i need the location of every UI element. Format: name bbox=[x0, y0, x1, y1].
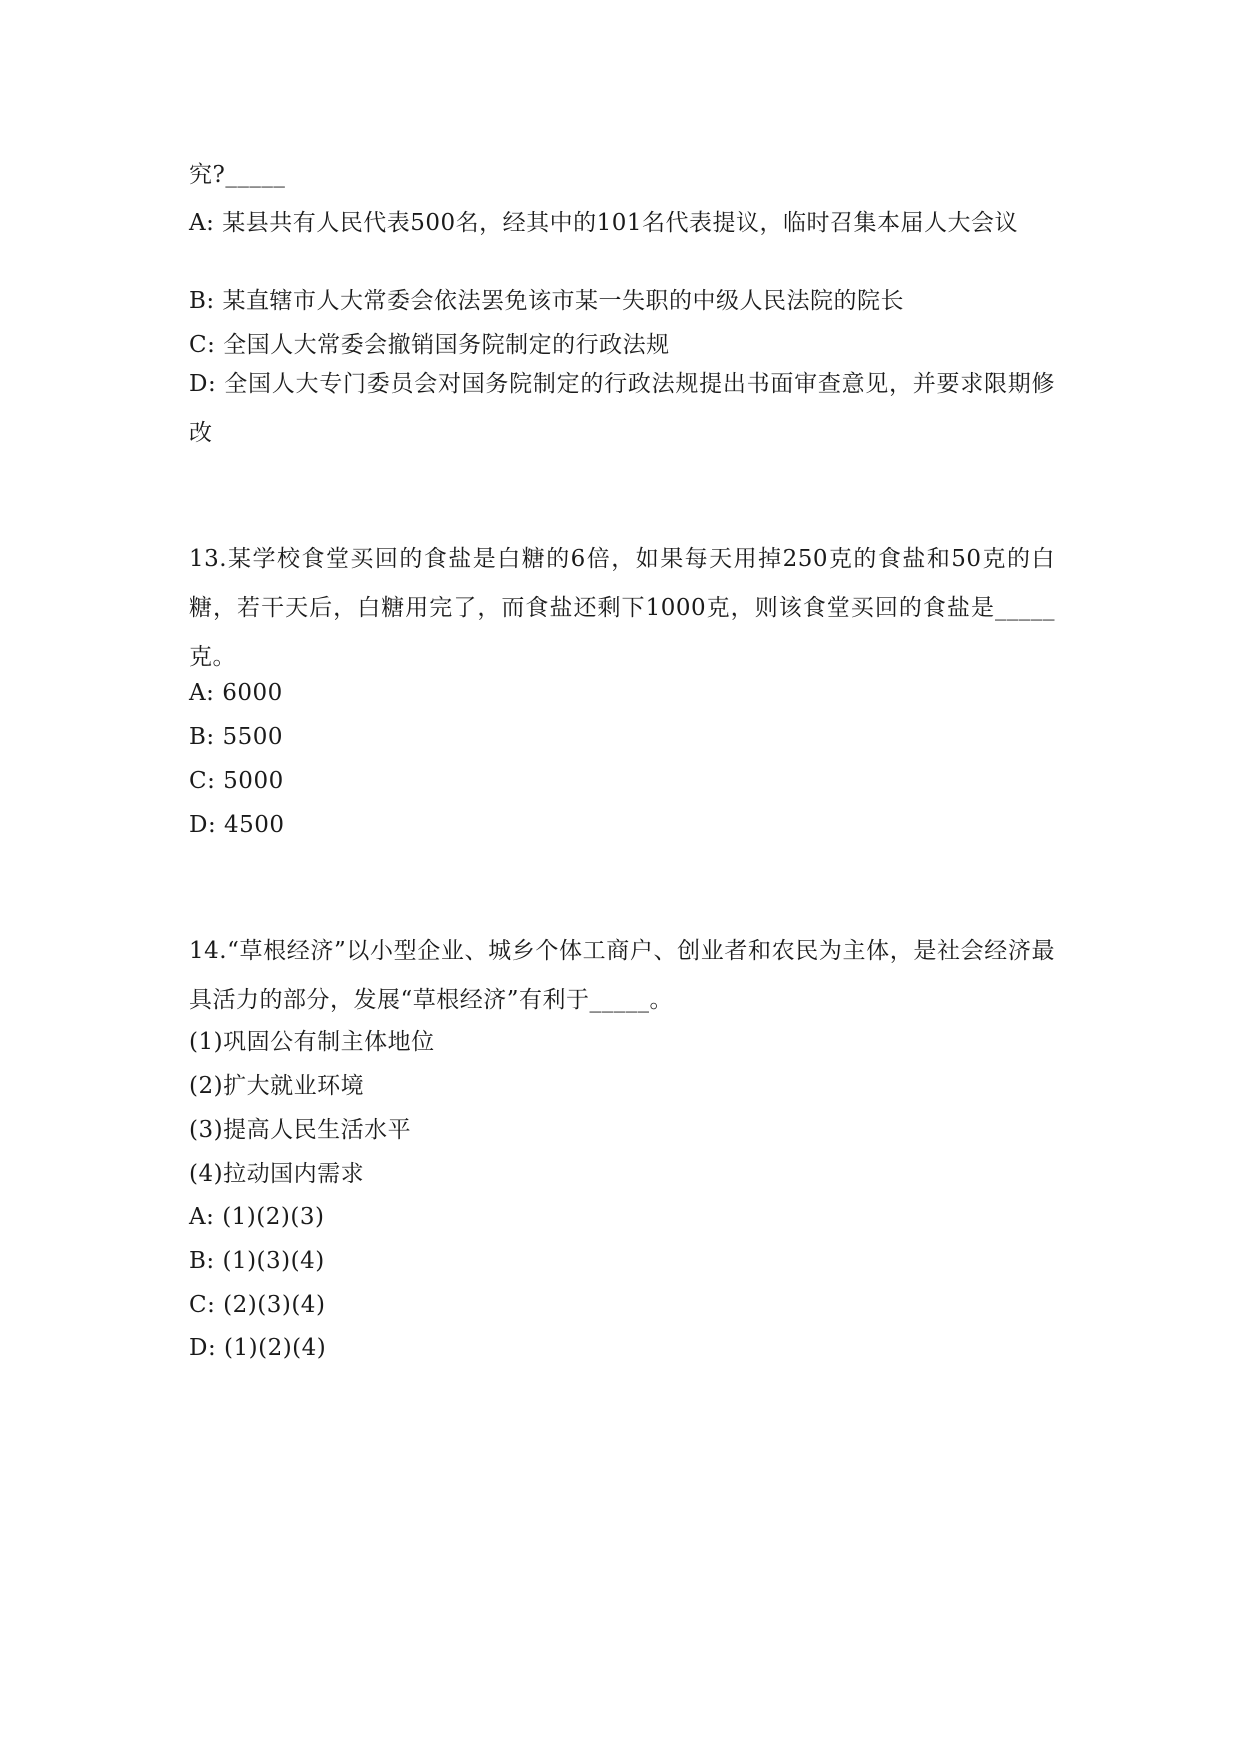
q14-option-b-label: B bbox=[189, 1248, 207, 1274]
q12-option-d-sep: : bbox=[207, 371, 225, 397]
q12-option-c bbox=[189, 330, 1069, 360]
q14-option-a-text: (1)(2)(3) bbox=[222, 1204, 325, 1230]
q14-option-b-text: (1)(3)(4) bbox=[222, 1248, 325, 1274]
q14-option-c-sep: : bbox=[207, 1292, 224, 1318]
q13-stem: 13.某学校食堂买回的食盐是白糖的6倍，如果每天用掉250克的食盐和50克的白糖，若干天后，白糖用完了，而食盐还剩下1000克，则该食堂买回的食盐是_____克。 bbox=[189, 546, 1055, 670]
q12-option-b bbox=[189, 286, 1069, 316]
q13-option-b-text: 5500 bbox=[222, 724, 284, 750]
q12-option-a-sep: : bbox=[206, 210, 223, 236]
q13-option-c-label: C bbox=[189, 768, 208, 794]
q12-option-a-text: 某县共有人民代表500名，经其中的101名代表提议，临时召集本届人大会议 bbox=[222, 210, 1018, 236]
q12-option-b-sep: : bbox=[206, 288, 223, 314]
q13-option-d-text: 4500 bbox=[224, 812, 285, 838]
q13-option-d-label: D bbox=[189, 812, 208, 838]
q14-option-a-sep: : bbox=[206, 1204, 223, 1230]
q13-option-a bbox=[189, 678, 1069, 708]
q14-stem: 14.“草根经济”以小型企业、城乡个体工商户、创业者和农民为主体，是社会经济最具活力的部分，发展“草根经济”有利于_____。 bbox=[189, 938, 1055, 1013]
q13-option-b-sep: : bbox=[206, 724, 223, 750]
q14-option-c bbox=[189, 1290, 1069, 1320]
q14-item-4: (4)拉动国内需求 bbox=[189, 1161, 365, 1187]
q14-item-3: (3)提高人民生活水平 bbox=[189, 1117, 412, 1143]
q13-option-d-sep: : bbox=[207, 812, 225, 838]
q12-option-c-text: 全国人大常委会撤销国务院制定的行政法规 bbox=[223, 332, 670, 358]
q12-option-b-text: 某直辖市人大常委会依法罢免该市某一失职的中级人民法院的院长 bbox=[222, 288, 904, 314]
q12-option-d-text: 全国人大专门委员会对国务院制定的行政法规提出书面审查意见，并要求限期修改 bbox=[189, 371, 1056, 446]
q14-option-a-label: A bbox=[189, 1204, 207, 1230]
q14-option-b-sep: : bbox=[206, 1248, 223, 1274]
q12-option-d bbox=[189, 360, 1055, 458]
q14-option-d bbox=[189, 1333, 1069, 1363]
q13-option-a-text: 6000 bbox=[222, 680, 283, 706]
q13-option-c bbox=[189, 766, 1069, 796]
q13-option-d bbox=[189, 810, 1069, 840]
q14-option-c-text: (2)(3)(4) bbox=[223, 1292, 326, 1318]
q12-option-c-label: C bbox=[189, 332, 208, 358]
q13-option-a-label: A bbox=[189, 680, 207, 706]
q13-option-c-text: 5000 bbox=[223, 768, 284, 794]
q12-option-a bbox=[189, 199, 1055, 248]
q14-option-d-text: (1)(2)(4) bbox=[224, 1335, 327, 1361]
q14-option-d-sep: : bbox=[207, 1335, 225, 1361]
q12-option-a-label: A bbox=[189, 210, 207, 236]
q14-item-1: (1)巩固公有制主体地位 bbox=[189, 1029, 435, 1055]
q12-stem-tail: 究?_____ bbox=[189, 162, 286, 188]
q13-option-a-sep: : bbox=[206, 680, 223, 706]
q13-option-b bbox=[189, 722, 1069, 752]
q14-option-c-label: C bbox=[189, 1292, 208, 1318]
q14-option-b bbox=[189, 1246, 1069, 1276]
q14-option-a bbox=[189, 1202, 1069, 1232]
q14-item-2: (2)扩大就业环境 bbox=[189, 1073, 365, 1099]
q13-option-b-label: B bbox=[189, 724, 207, 750]
q12-option-d-label: D bbox=[189, 371, 208, 397]
q12-option-c-sep: : bbox=[207, 332, 224, 358]
q14-option-d-label: D bbox=[189, 1335, 208, 1361]
q12-option-b-label: B bbox=[189, 288, 207, 314]
q13-option-c-sep: : bbox=[207, 768, 224, 794]
